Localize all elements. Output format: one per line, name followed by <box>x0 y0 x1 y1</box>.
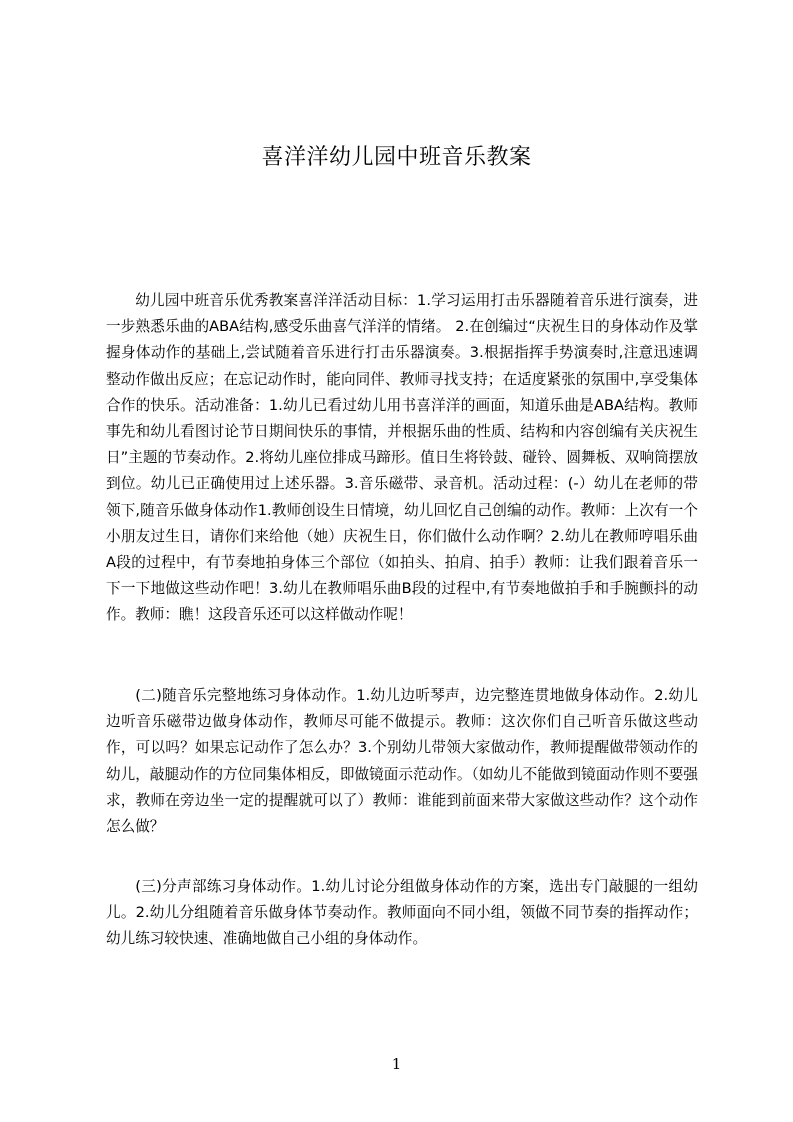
page-number: 1 <box>391 1055 402 1073</box>
paragraph-objectives-and-process: 幼儿园中班音乐优秀教案喜洋洋活动目标：1.学习运用打击乐器随着音乐进行演奏，进一步熟悉乐曲的ABA结构,感受乐曲喜气洋洋的情绪。 2.在创编过“庆祝生日的身体动作及掌握身体动作的基础上,尝试随着音乐进行打击乐器演奏。3.根据指挥手势演奏时,注意迅速调整动作做出反应；在忘记动作时，能向同伴、教师寻找支持；在适度紧张的氛围中,享受集体合作的快乐。活动准备：1.幼儿已看过幼儿用书喜洋洋的画面，知道乐曲是ABA结构。教师事先和幼儿看图讨论节日期间快乐的事情，并根据乐曲的性质、结构和内容创编有关庆祝生日”主题的节奏动作。2.将幼儿座位排成马蹄形。值日生将铃鼓、碰铃、圆舞板、双响筒摆放到位。幼儿已正确使用过上述乐器。3.音乐磁带、录音机。活动过程：(-）幼儿在老师的带领下,随音乐做身体动作1.教师创设生日情境，幼儿回忆自己创编的动作。教师：上次有一个小朋友过生日，请你们来给他（她）庆祝生日，你们做什么动作啊？2.幼儿在教师哼唱乐曲A段的过程中，有节奏地拍身体三个部位（如拍头、拍肩、拍手）教师：让我们跟着音乐一下一下地做这些动作吧！3.幼儿在教师唱乐曲B段的过程中,有节奏地做拍手和手腕颤抖的动作。教师：瞧！这段音乐还可以这样做动作呢！ <box>106 292 698 624</box>
paragraph-section-three: (三)分声部练习身体动作。1.幼儿讨论分组做身体动作的方案，选出专门敲腿的一组幼儿。2.幼儿分组随着音乐做身体节奏动作。教师面向不同小组，领做不同节奏的指挥动作；幼儿练习较快速、准确地做自己小组的身体动作。 <box>106 878 698 948</box>
paragraph-section-two: (二)随音乐完整地练习身体动作。1.幼儿边听琴声，边完整连贯地做身体动作。2.幼儿边听音乐磁带边做身体动作，教师尽可能不做提示。教师：这次你们自己听音乐做这些动作，可以吗？如果忘记动作了怎么办？3.个别幼儿带领大家做动作，教师提醒做带领动作的幼儿，敲腿动作的方位同集体相反，即做镜面示范动作。（如幼儿不能做到镜面动作则不要强求，教师在旁边坐一定的提醒就可以了）教师：谁能到前面来带大家做这些动作？这个动作怎么做？ <box>106 687 698 836</box>
page-title: 喜洋洋幼儿园中班音乐教案 <box>261 145 532 170</box>
